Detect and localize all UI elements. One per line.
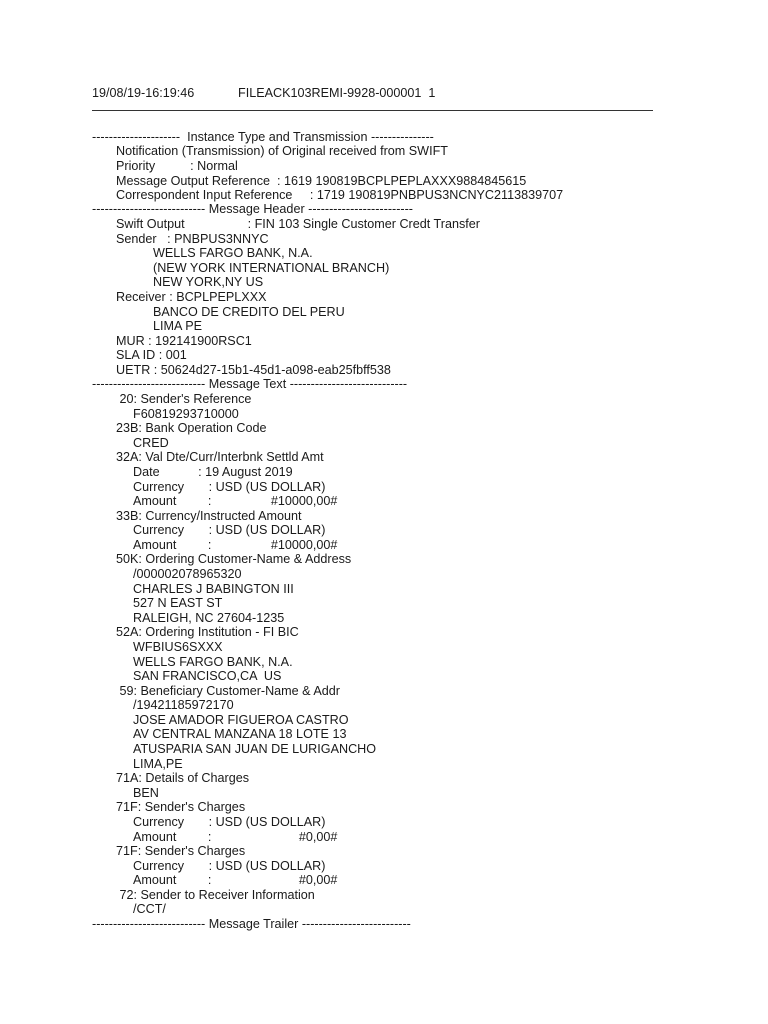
message-line: --------------------- Instance Type and Transmission ---------------: [92, 130, 434, 144]
message-line: 33B: Currency/Instructed Amount: [116, 509, 302, 523]
message-line: --------------------------- Message Text ----------------------------: [92, 377, 408, 391]
message-line: RALEIGH, NC 27604-1235: [133, 611, 285, 625]
file-reference: FILEACK103REMI-9928-000001 1: [238, 86, 436, 100]
message-line: WELLS FARGO BANK, N.A.: [133, 655, 293, 669]
message-line: 59: Beneficiary Customer-Name & Addr: [116, 684, 340, 698]
message-line: Amount : #0,00#: [133, 873, 338, 887]
message-line: 50K: Ordering Customer-Name & Address: [116, 552, 352, 566]
message-line: Currency : USD (US DOLLAR): [133, 815, 326, 829]
message-line: CHARLES J BABINGTON III: [133, 582, 294, 596]
message-line: BEN: [133, 786, 159, 800]
message-line: CRED: [133, 436, 169, 450]
message-line: LIMA PE: [153, 319, 202, 333]
message-line: UETR : 50624d27-15b1-45d1-a098-eab25fbff538: [116, 363, 391, 377]
message-line: 71F: Sender's Charges: [116, 844, 246, 858]
message-line: 72: Sender to Receiver Information: [116, 888, 315, 902]
message-line: 71F: Sender's Charges: [116, 800, 246, 814]
message-line: 52A: Ordering Institution - FI BIC: [116, 625, 299, 639]
message-line: WELLS FARGO BANK, N.A.: [153, 246, 313, 260]
message-line: Swift Output : FIN 103 Single Customer Credt Transfer: [116, 217, 480, 231]
message-line: --------------------------- Message Trailer --------------------------: [92, 917, 411, 931]
message-line: (NEW YORK INTERNATIONAL BRANCH): [153, 261, 390, 275]
message-line: AV CENTRAL MANZANA 18 LOTE 13: [133, 727, 347, 741]
message-line: NEW YORK,NY US: [153, 275, 264, 289]
message-line: ATUSPARIA SAN JUAN DE LURIGANCHO: [133, 742, 377, 756]
message-line: Priority : Normal: [116, 159, 238, 173]
message-line: LIMA,PE: [133, 757, 183, 771]
message-line: 23B: Bank Operation Code: [116, 421, 267, 435]
message-line: Notification (Transmission) of Original received from SWIFT: [116, 144, 448, 158]
message-line: 32A: Val Dte/Curr/Interbnk Settld Amt: [116, 450, 324, 464]
message-line: F60819293710000: [133, 407, 239, 421]
message-line: Amount : #10000,00#: [133, 538, 338, 552]
header-divider: [92, 110, 653, 111]
message-line: --------------------------- Message Header -------------------------: [92, 202, 413, 216]
message-line: Message Output Reference : 1619 190819BCPLPEPLAXXX9884845615: [116, 174, 527, 188]
message-line: 527 N EAST ST: [133, 596, 223, 610]
message-line: MUR : 192141900RSC1: [116, 334, 252, 348]
message-line: /CCT/: [133, 902, 166, 916]
message-line: Receiver : BCPLPEPLXXX: [116, 290, 267, 304]
message-line: /19421185972170: [133, 698, 234, 712]
message-line: /000002078965320: [133, 567, 242, 581]
message-line: BANCO DE CREDITO DEL PERU: [153, 305, 345, 319]
message-line: Currency : USD (US DOLLAR): [133, 480, 326, 494]
message-line: SLA ID : 001: [116, 348, 187, 362]
message-line: SAN FRANCISCO,CA US: [133, 669, 282, 683]
message-timestamp: 19/08/19-16:19:46: [92, 86, 195, 100]
message-line: JOSE AMADOR FIGUEROA CASTRO: [133, 713, 349, 727]
message-line: Correspondent Input Reference : 1719 190819PNBPUS3NCNYC2113839707: [116, 188, 564, 202]
message-line: Currency : USD (US DOLLAR): [133, 523, 326, 537]
message-line: Amount : #10000,00#: [133, 494, 338, 508]
message-line: Date : 19 August 2019: [133, 465, 293, 479]
message-line: Currency : USD (US DOLLAR): [133, 859, 326, 873]
message-line: Sender : PNBPUS3NNYC: [116, 232, 269, 246]
message-line: WFBIUS6SXXX: [133, 640, 223, 654]
message-line: 20: Sender's Reference: [116, 392, 252, 406]
message-line: 71A: Details of Charges: [116, 771, 250, 785]
message-line: Amount : #0,00#: [133, 830, 338, 844]
